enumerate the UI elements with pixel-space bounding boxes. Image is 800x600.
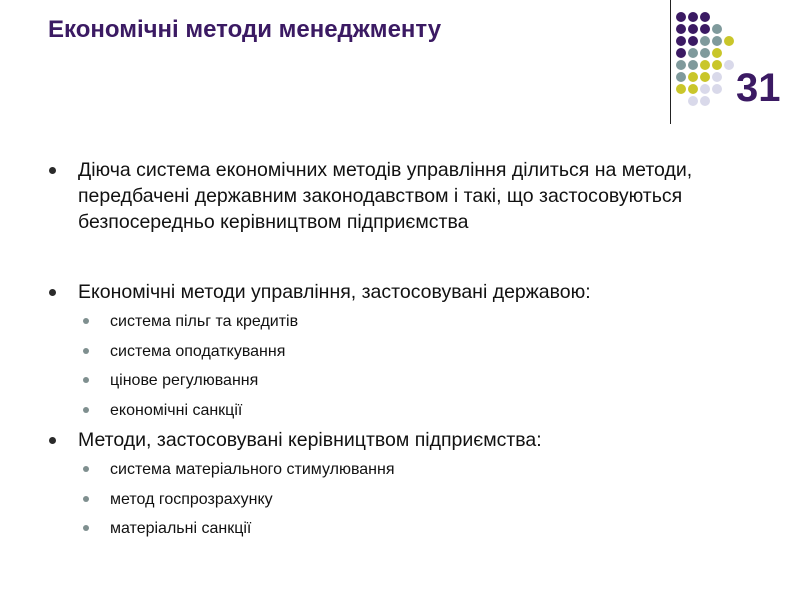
sub-bullet-text: система пільг та кредитів: [110, 313, 299, 330]
decorative-dot: [700, 36, 710, 46]
decorative-dot: [676, 72, 686, 82]
bullet-item: [48, 157, 748, 235]
sub-bullet-dot-icon: [83, 525, 89, 531]
decorative-dot: [700, 60, 710, 70]
decorative-dot: [712, 60, 722, 70]
sub-bullet-dot-icon: [83, 348, 89, 354]
sub-bullet-text: система оподаткування: [110, 342, 286, 360]
sub-bullet-text: метод госпрозрахунку: [110, 490, 273, 508]
decorative-dot: [688, 96, 698, 106]
sub-bullet-dot-icon: [83, 407, 89, 413]
header-divider: [670, 0, 671, 124]
decorative-dot: [700, 72, 710, 82]
decorative-dot: [712, 72, 722, 82]
bullet-item: [48, 427, 748, 453]
decorative-dot: [676, 36, 686, 46]
decorative-dot: [676, 24, 686, 34]
decorative-dot: [688, 72, 698, 82]
decorative-dot: [688, 84, 698, 94]
sub-bullet-item: [48, 514, 748, 544]
decorative-dot: [712, 24, 722, 34]
bullet-text: Економічні методи управління, застосовувані державою:: [78, 281, 591, 303]
sub-bullet-dot-icon: [83, 318, 89, 324]
decorative-dot: [688, 60, 698, 70]
decorative-dot: [688, 24, 698, 34]
bullet-text: Методи, застосовувані керівництвом підприємства:: [78, 429, 542, 451]
decorative-dot: [700, 24, 710, 34]
bullet-dot-icon: [49, 167, 56, 174]
bullet-dot-icon: [49, 289, 56, 296]
sub-bullet-item: [48, 485, 748, 515]
sub-bullet-text: матеріальні санкції: [110, 520, 252, 537]
decorative-dot: [676, 48, 686, 58]
decorative-dot: [688, 36, 698, 46]
bullet-item: [48, 279, 748, 305]
sub-bullet-dot-icon: [83, 377, 89, 383]
sub-bullet-item: [48, 366, 748, 396]
decorative-dot: [676, 12, 686, 22]
sub-bullet-item: [48, 455, 748, 485]
slide-content: [48, 157, 748, 544]
sub-bullet-item: [48, 337, 748, 367]
decorative-dot: [676, 60, 686, 70]
decorative-dot: [700, 84, 710, 94]
sub-bullet-text: система матеріального стимулювання: [110, 461, 395, 478]
decorative-dot: [712, 48, 722, 58]
decorative-dot: [700, 96, 710, 106]
slide-title: Економічні методи менеджменту: [48, 16, 442, 43]
decorative-dot: [700, 12, 710, 22]
decorative-dot: [724, 36, 734, 46]
bullet-dot-icon: [49, 437, 56, 444]
decorative-dot: [712, 36, 722, 46]
sub-bullet-dot-icon: [83, 496, 89, 502]
decorative-dot: [688, 12, 698, 22]
sub-bullet-item: [48, 396, 748, 426]
decorative-dot: [712, 84, 722, 94]
sub-bullet-item: [48, 307, 748, 337]
sub-bullet-text: цінове регулювання: [110, 372, 259, 389]
decorative-dot: [688, 48, 698, 58]
decorative-dot: [676, 84, 686, 94]
slide-number: 31: [736, 66, 781, 110]
sub-bullet-text: економічні санкції: [110, 401, 243, 419]
decorative-dot: [724, 60, 734, 70]
decorative-dot: [700, 48, 710, 58]
bullet-text: Діюча система економічних методів управління ділиться на методи, передбачені державним законодавством і такі, що застосовуються безпосередньо керівництвом підприємства: [78, 159, 693, 233]
sub-bullet-dot-icon: [83, 466, 89, 472]
